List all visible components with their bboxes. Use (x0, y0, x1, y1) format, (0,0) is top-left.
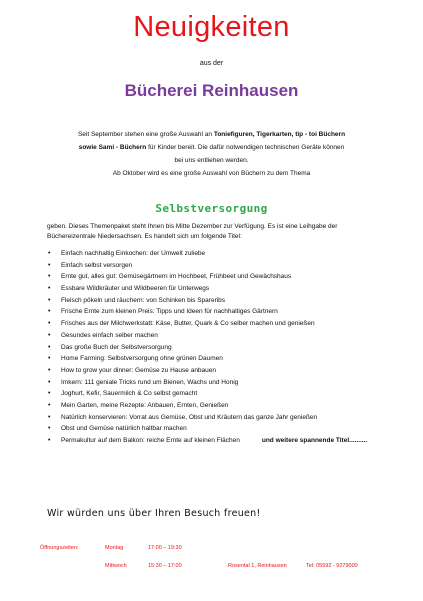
list-item (47, 354, 392, 365)
library-address: Rosental 1, Reinhausen (228, 563, 287, 569)
library-phone: Tel: 05592 - 9279000 (306, 563, 358, 569)
intro-line-3: bei uns entliehen werden. (174, 157, 249, 164)
hours-time-2: 15:30 – 17:00 (148, 563, 182, 569)
list-item-text: Joghurt, Kefir, Sauermilch & Co selbst gemacht (61, 390, 198, 398)
bullet-icon: • (48, 366, 51, 374)
list-item (47, 296, 392, 307)
bullet-icon: • (48, 425, 51, 433)
list-item (47, 272, 392, 283)
list-item-text: Gesundes einfach selber machen (61, 331, 158, 339)
list-item-text: Natürlich konservieren: Vorrat aus Gemüse, Obst und Kräutern das ganze Jahr genießen (61, 413, 318, 421)
list-item-text: Permakultur auf dem Balkon: reiche Ernte auf kleinen Flächen (61, 437, 240, 444)
list-item (47, 261, 392, 272)
more-titles-text: und weitere spannende Titel.......... (261, 437, 368, 444)
list-item-text: Home Farming: Selbstversorgung ohne grünen Daumen (61, 355, 223, 363)
bullet-icon: • (48, 437, 51, 444)
hours-label: Öffnungszeiten: (40, 545, 79, 551)
list-item-text: Das große Buch der Selbstversorgung (61, 343, 172, 351)
bullet-icon: • (48, 331, 51, 339)
list-item (47, 307, 392, 318)
list-item-text: How to grow your dinner: Gemüse zu Hause anbauen (61, 366, 217, 374)
visit-message: Wir würden uns über Ihren Besuch freuen! (47, 508, 261, 519)
list-item-text: Mein Garten, meine Rezepte: Anbauen, Ernten, Genießen (61, 401, 229, 409)
list-item-text: Frische Ernte zum kleinen Preis: Tipps und Ideen für nachhaltiges Gärtnern (61, 308, 278, 316)
bullet-icon: • (48, 355, 51, 363)
bullet-icon: • (48, 413, 51, 421)
list-item (47, 413, 392, 424)
list-item-text: Obst und Gemüse natürlich haltbar machen (61, 425, 187, 433)
list-item (47, 424, 392, 435)
theme-heading: Selbstversorgung (155, 202, 268, 215)
list-item-text: Einfach selbst versorgen (61, 261, 133, 269)
intro-text (20, 128, 403, 180)
aus-der-label: aus der (199, 60, 224, 67)
bullet-icon: • (48, 273, 51, 281)
hours-day-1: Montag (105, 545, 124, 551)
bullet-icon: • (48, 320, 51, 328)
list-item (47, 331, 392, 342)
list-item (47, 366, 392, 377)
intro-line-2a: sowie Sami - Büchern (78, 144, 147, 151)
list-item-text: Frisches aus der Milchwerkstatt: Käse, Butter, Quark & Co selber machen und genießen (61, 320, 315, 328)
intro-line-1b: Toniefiguren, Tigerkarten, tip - toi Büchern (213, 131, 346, 138)
bullet-icon: • (48, 343, 51, 351)
bullet-icon: • (48, 285, 51, 293)
page-title: Neuigkeiten (133, 11, 290, 43)
theme-paragraph: geben. Dieses Themenpaket steht Ihnen bis Mitte Dezember zur Verfügung. Es ist eine Leihgabe der Büchereizentrale Niedersachsen. Es handelt sich um folgende Titel: (47, 223, 338, 240)
list-item (47, 389, 392, 400)
list-item-text: Fleisch pökeln und räuchern: von Schinken bis Spareribs (61, 296, 226, 304)
list-item-text: Essbare Wildkräuter und Wildbeeren für Unterwegs (61, 285, 210, 293)
list-item (47, 319, 392, 330)
list-item (47, 249, 392, 260)
bullet-icon: • (48, 308, 51, 316)
hours-time-1: 17:00 – 19:30 (148, 545, 182, 551)
intro-line-2b: für Kinder bereit. Die dafür notwendigen technischen Geräte können (146, 144, 345, 151)
intro-line-1a: Seit September stehen eine große Auswahl an (77, 131, 214, 138)
bullet-icon: • (48, 296, 51, 304)
list-item (47, 378, 392, 389)
list-item (47, 343, 392, 354)
list-item-text: Ernte gut, alles gut: Gemüsegärtnern im Hochbeet, Frühbeet und Gewächshaus (61, 273, 292, 281)
bullet-icon: • (48, 378, 51, 386)
bullet-icon: • (48, 261, 51, 269)
bullet-icon: • (48, 390, 51, 398)
list-item-text: Imkern: 111 geniale Tricks rund um Bienen, Wachs und Honig (61, 378, 239, 386)
list-item (47, 401, 392, 412)
bullet-icon: • (48, 250, 51, 257)
title-list (47, 249, 392, 448)
list-item (47, 436, 392, 447)
intro-line-4: Ab Oktober wird es eine große Auswahl von Büchern zu dem Thema (112, 170, 311, 177)
library-name: Bücherei Reinhausen (124, 81, 299, 100)
hours-day-2: Mittwoch (105, 563, 127, 569)
list-item-text: Einfach nachhaltig Einkochen: der Umwelt zuliebe (61, 250, 206, 257)
bullet-icon: • (48, 401, 51, 409)
list-item (47, 284, 392, 295)
